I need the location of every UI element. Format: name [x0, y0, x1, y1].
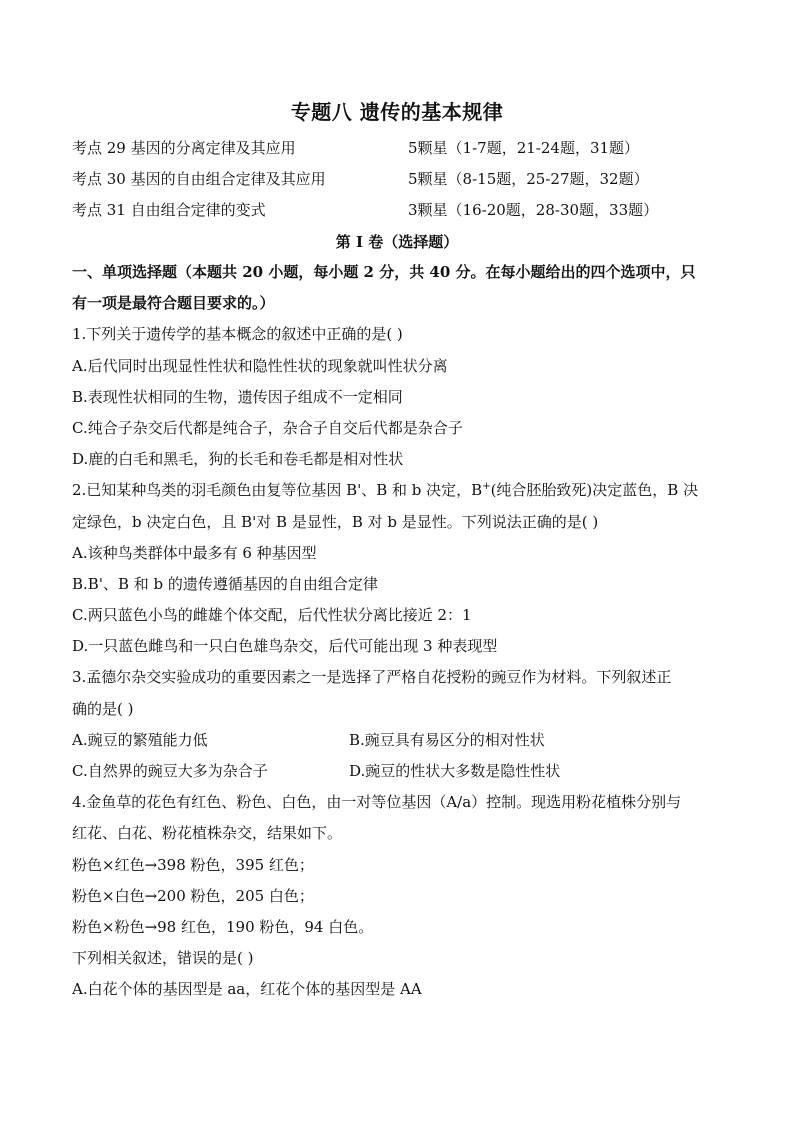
question-2-option-b: B.B'、B 和 b 的遗传遵循基因的自由组合定律: [72, 574, 378, 593]
question-1-stem: 1.下列关于遗传学的基本概念的叙述中正确的是( ): [72, 325, 403, 344]
question-1-option-b: B.表现性状相同的生物，遗传因子组成不一定相同: [72, 387, 403, 406]
question-3-stem: 3.孟德尔杂交实验成功的重要因素之一是选择了严格自花授粉的豌豆作为材料。下列叙述正: [72, 668, 672, 687]
question-2-stem-part: (纯合胚胎致死)决定蓝色，B 决: [490, 481, 699, 500]
question-3-options-row: [72, 725, 727, 756]
question-2-option-c: C.两只蓝色小鸟的雌雄个体交配，后代性状分离比接近 2：1: [72, 606, 472, 625]
question-2-stem-cont: 定绿色，b 决定白色，且 B'对 B 是显性，B 对 b 是显性。下列说法正确的是( ): [72, 512, 599, 531]
question-4-ask: 下列相关叙述，错误的是( ): [72, 949, 254, 968]
instruction-line: 有一项是最符合题目要求的。）: [72, 294, 275, 313]
question-3-option-c: C.自然界的豌豆大多为杂合子: [72, 762, 268, 780]
question-3-option-b: B.豌豆具有易区分的相对性状: [349, 730, 545, 749]
kaodian-name: 考点 31 自由组合定律的变式: [72, 201, 266, 219]
question-4-stem-cont: 红花、白花、粉花植株杂交，结果如下。: [72, 824, 343, 843]
question-2-option-d: D.一只蓝色雌鸟和一只白色雄鸟杂交，后代可能出现 3 种表现型: [72, 637, 498, 656]
kaodian-row: [72, 138, 732, 158]
superscript-plus: +: [482, 481, 491, 493]
question-3-options-row: [72, 756, 727, 787]
question-4-result: 粉色×粉色→98 红色，190 粉色，94 白色。: [72, 917, 374, 936]
question-2-stem: [72, 475, 727, 506]
kaodian-row: [72, 169, 732, 189]
question-1-option-a: A.后代同时出现显性性状和隐性性状的现象就叫性状分离: [72, 356, 448, 375]
question-1-option-d: D.鹿的白毛和黑毛，狗的长毛和卷毛都是相对性状: [72, 450, 404, 469]
page-title: 专题八 遗传的基本规律: [290, 100, 504, 124]
kaodian-row: [72, 200, 732, 220]
question-1-option-c: C.纯合子杂交后代都是纯合子，杂合子自交后代都是杂合子: [72, 418, 463, 437]
question-4-result: 粉色×白色→200 粉色，205 白色；: [72, 886, 314, 905]
question-4-stem: 4.金鱼草的花色有红色、粉色、白色，由一对等位基因（A/a）控制。现选用粉花植株分别与: [72, 793, 682, 812]
question-2-stem-part: 2.已知某种鸟类的羽毛颜色由复等位基因 B'、B 和 b 决定，B: [72, 481, 483, 500]
kaodian-name: 考点 29 基因的分离定律及其应用: [72, 139, 296, 157]
kaodian-name: 考点 30 基因的自由组合定律及其应用: [72, 170, 326, 188]
section-title: 第 I 卷（选择题）: [335, 233, 459, 251]
instruction-line: 一、单项选择题（本题共 20 小题，每小题 2 分，共 40 分。在每小题给出的四个选项中，只: [72, 263, 696, 281]
kaodian-stars: 5颗星（8-15题，25-27题，32题）: [408, 170, 649, 188]
question-2-option-a: A.该种鸟类群体中最多有 6 种基因型: [72, 543, 317, 562]
question-4-result: 粉色×红色→398 粉色，395 红色；: [72, 855, 314, 874]
question-content: [72, 257, 727, 1006]
question-4-option-a: A.白花个体的基因型是 aa，红花个体的基因型是 AA: [72, 980, 422, 999]
question-3-stem-cont: 确的是( ): [72, 699, 134, 718]
kaodian-stars: 5颗星（1-7题，21-24题，31题）: [408, 139, 640, 157]
kaodian-stars: 3颗星（16-20题，28-30题，33题）: [408, 201, 659, 219]
question-3-option-d: D.豌豆的性状大多数是隐性性状: [349, 762, 561, 780]
question-3-option-a: A.豌豆的繁殖能力低: [72, 730, 208, 749]
